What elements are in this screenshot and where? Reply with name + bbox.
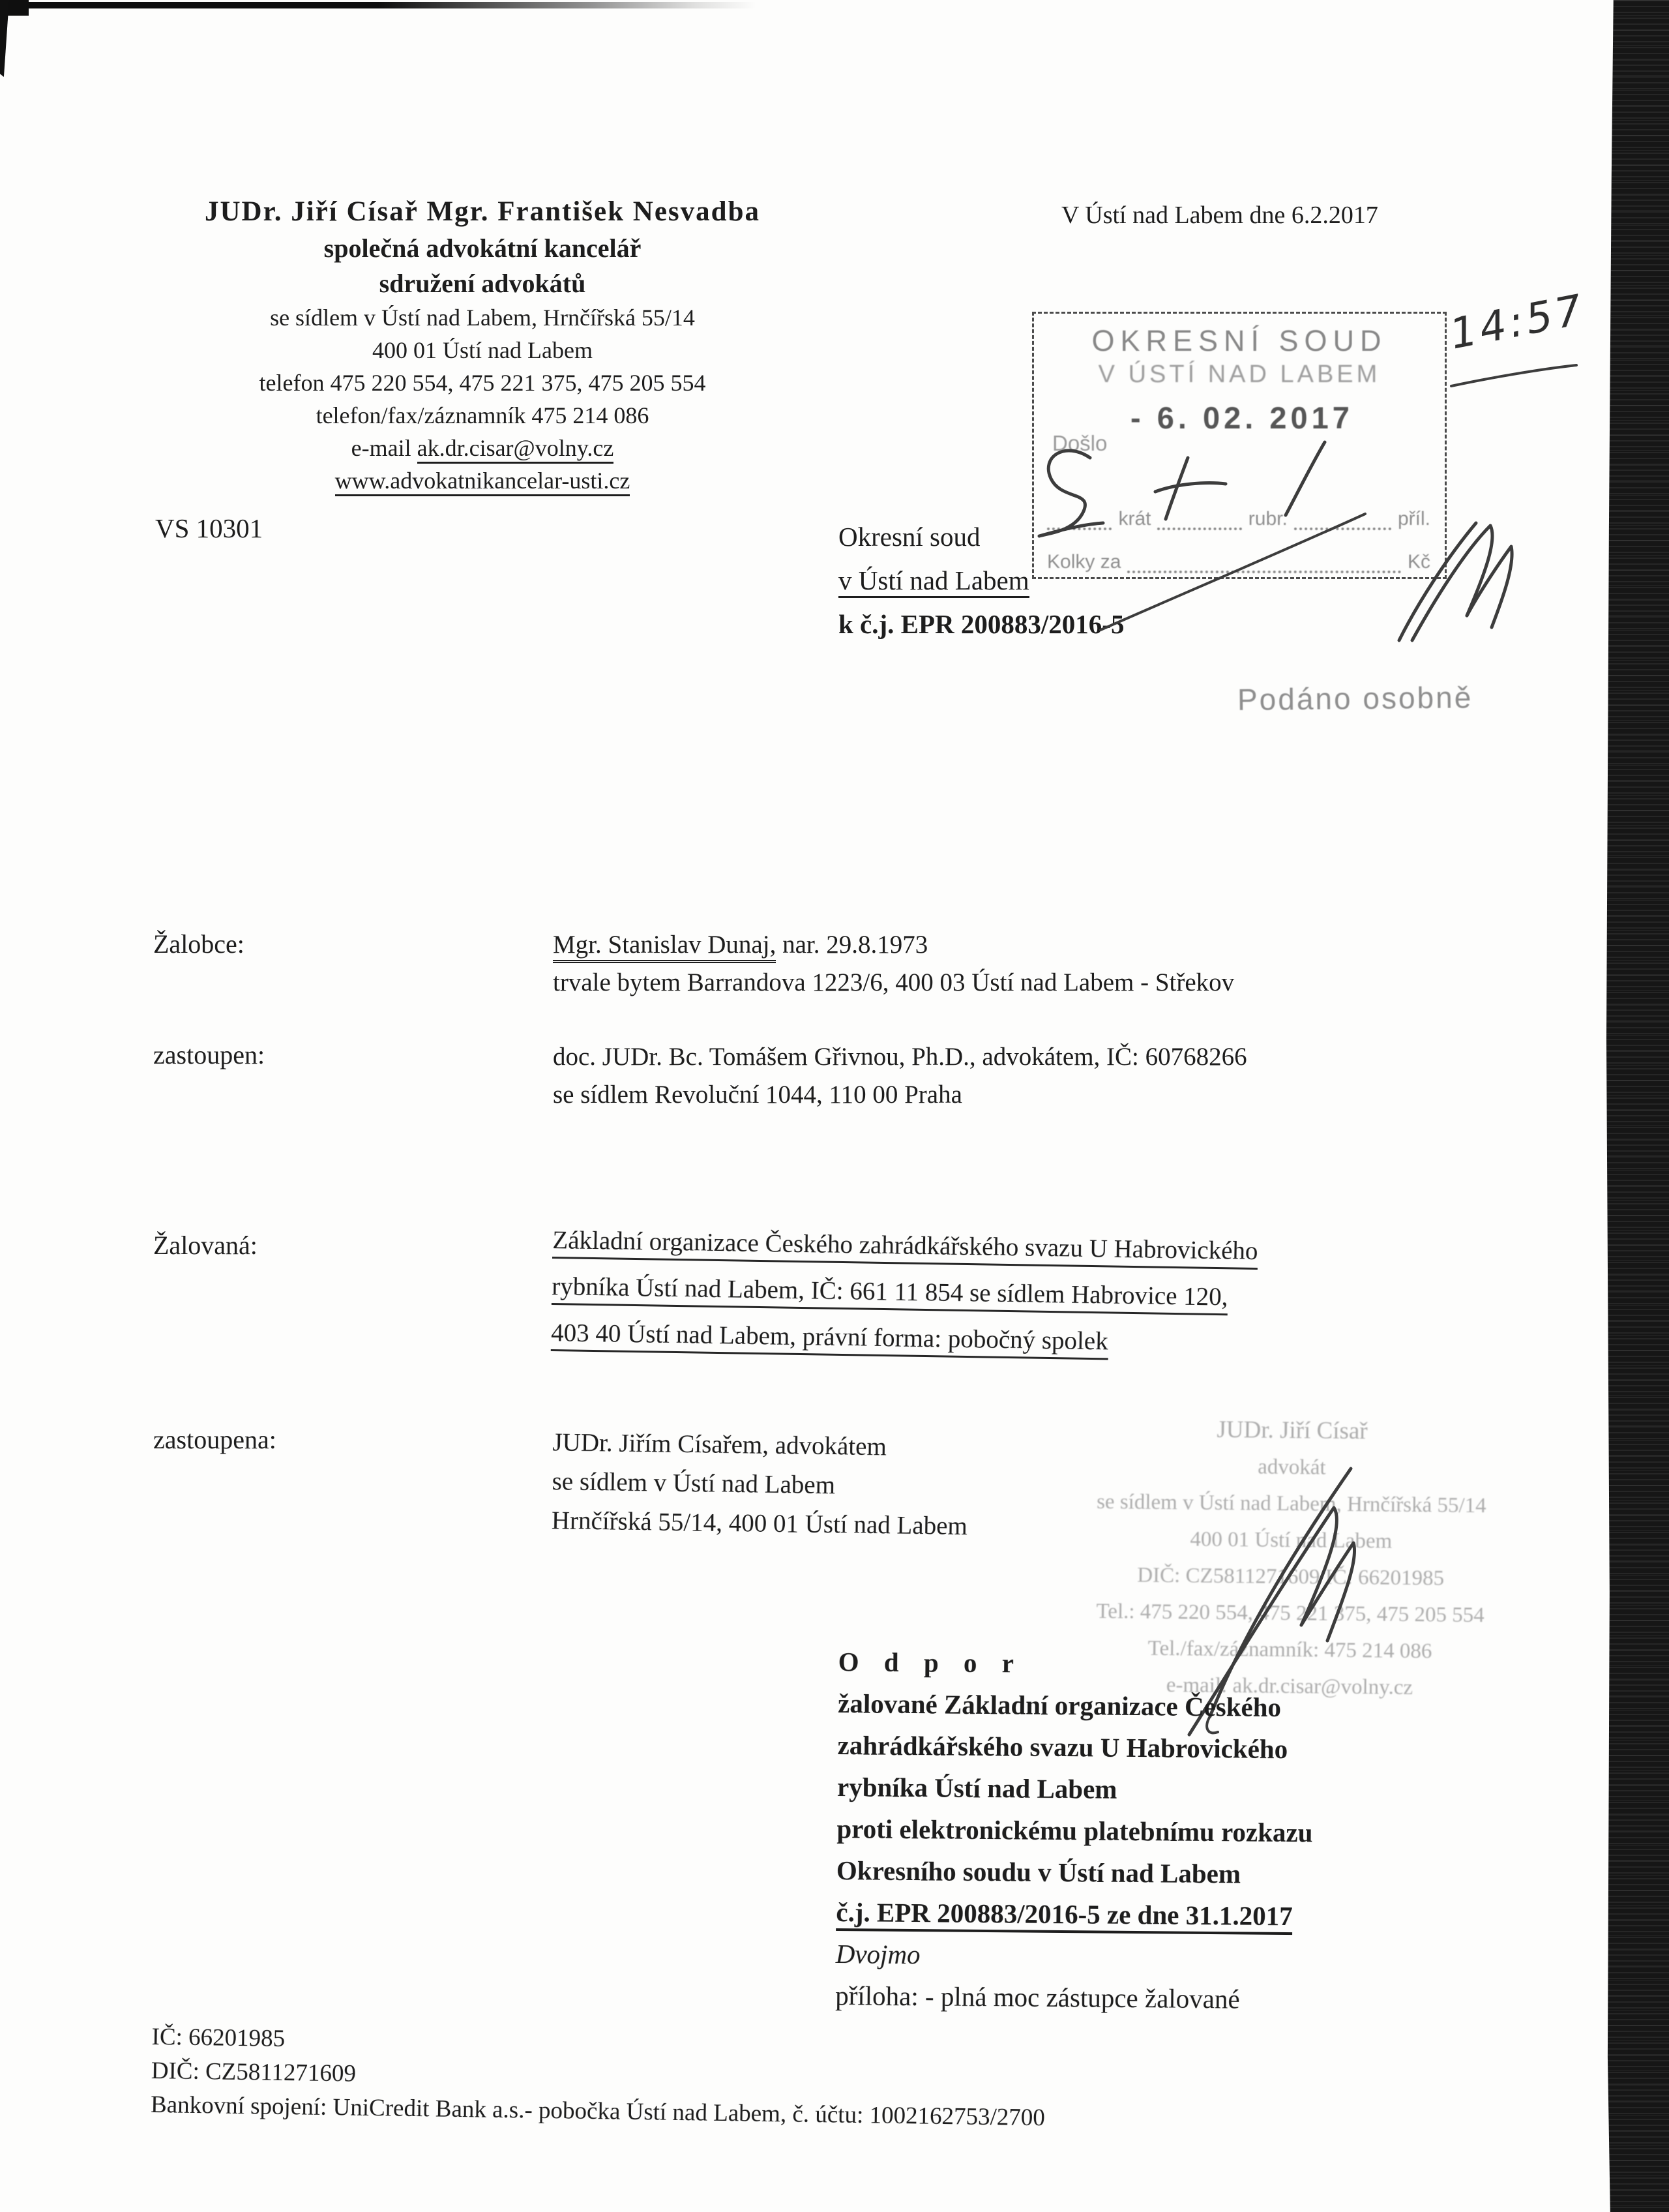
stamp-pril-label: příl. [1397, 508, 1430, 530]
handwritten-one-mark [1286, 442, 1325, 515]
defendant-counsel-label: zastoupena: [153, 1425, 276, 1454]
plaintiff-address: trvale bytem Barrandova 1223/6, 400 03 Ústí nad Labem - Střekov [553, 968, 1235, 996]
footer-company-ids [151, 2020, 1046, 2135]
plaintiff-counsel-label: zastoupen: [153, 1040, 265, 1069]
lawyer-stamp-address2: 400 01 Ústí nad Labem [1190, 1527, 1393, 1553]
letterhead-phone2: telefon/fax/záznamník 475 214 086 [316, 402, 649, 428]
stamp-court-city: V ÚSTÍ NAD LABEM [1098, 361, 1381, 388]
odpor-title: O d p o r [838, 1646, 1024, 1679]
odpor-line1: žalované Základní organizace Českého [837, 1688, 1282, 1722]
defendant-counsel-name: JUDr. Jiřím Císařem, advokátem [552, 1427, 887, 1461]
scan-artifact-right-band [1605, 0, 1669, 2212]
clerk-signature [1399, 523, 1476, 640]
plaintiff-counsel-name: doc. JUDr. Bc. Tomášem Gřivnou, Ph.D., advokátem, IČ: 60768266 [553, 1043, 1247, 1071]
letterhead-address1: se sídlem v Ústí nad Labem, Hrnčířská 55/14 [270, 305, 695, 331]
odpor-case-number: č.j. EPR 200883/2016-5 ze dne 31.1.2017 [836, 1891, 1599, 1939]
handwritten-time: 14:57 [1446, 286, 1589, 359]
handwritten-strike-through [1100, 514, 1365, 630]
defendant-counsel-city: se sídlem v Ústí nad Labem [552, 1467, 836, 1500]
lawyer-stamp-title: advokát [1258, 1455, 1326, 1480]
stamp-court-name: OKRESNÍ SOUD [1091, 324, 1387, 357]
letterhead-firm-name: JUDr. Jiří Císař Mgr. František Nesvadba [205, 196, 760, 227]
filed-in-person-stamp: Podáno osobně [1237, 680, 1473, 717]
letterhead [98, 193, 867, 497]
footer-bank: Bankovní spojení: UniCredit Bank a.s.- pobočka Ústí nad Labem, č. účtu: 1002162753/2700 [150, 2091, 1046, 2132]
lawyer-stamp-fax: Tel./fax/záznamník: 475 214 086 [1147, 1636, 1432, 1664]
letterhead-web-line [98, 464, 867, 497]
lawyer-stamp-phones: Tel.: 475 220 554, 475 221 375, 475 205 554 [1096, 1599, 1484, 1628]
stamp-doslo-label: Došlo [1052, 431, 1108, 455]
stamp-rubr-label: rubr. [1248, 508, 1288, 530]
odpor-line3: rybníka Ústí nad Labem [836, 1771, 1117, 1804]
defendant-label: Žalovaná: [153, 1231, 258, 1260]
defendant-name-line2: rybníka Ústí nad Labem, IČ: 661 11 854 se sídlem Habrovice 120, [552, 1263, 1530, 1325]
case-number-reference: k č.j. EPR 200883/2016-5 [838, 609, 1125, 639]
handwritten-plus-mark [1155, 483, 1226, 492]
court-city: v Ústí nad Labem [838, 559, 1124, 603]
plaintiff-name-line: Mgr. Stanislav Dunaj, nar. 29.8.1973 [553, 926, 1531, 964]
email-label: e-mail [351, 435, 417, 461]
handwritten-count-mark [1039, 451, 1103, 536]
lawyer-stamp-ids: DIČ: CZ5811271609 IČ: 66201985 [1137, 1563, 1445, 1591]
handwritten-time-underline [1449, 363, 1579, 391]
footer-dic: DIČ: CZ5811271609 [151, 2057, 357, 2087]
clerk-signature [1412, 526, 1492, 640]
odpor-heading-block [835, 1641, 1601, 2023]
stamp-krat-label: krát [1118, 508, 1151, 530]
letterhead-subtitle2: sdružení advokátů [379, 269, 586, 298]
court-name: Okresní soud [838, 522, 981, 552]
lawyer-stamp-address1: se sídlem v Ústí nad Labem, Hrnčířská 55/14 [1096, 1489, 1486, 1518]
letterhead-phone1: telefon 475 220 554, 475 221 375, 475 205 554 [259, 370, 706, 396]
defendant-counsel-address: Hrnčířská 55/14, 400 01 Ústí nad Labem [551, 1506, 968, 1540]
odpor-line4: proti elektronickému platebnímu rozkazu [836, 1813, 1313, 1848]
odpor-line2: zahrádkářského svazu U Habrovického [837, 1729, 1288, 1765]
scan-artifact-corner-sliver [0, 0, 9, 77]
website-address: www.advokatnikancelar-usti.cz [335, 468, 630, 496]
defendant-name-line1: Základní organizace Českého zahrádkářského svazu U Habrovického [552, 1217, 1531, 1279]
scan-artifact-top-line [0, 2, 756, 8]
plaintiff-counsel-details [553, 1038, 1531, 1114]
plaintiff-counsel-address: se sídlem Revoluční 1044, 110 00 Praha [553, 1081, 962, 1109]
plaintiff-details [553, 926, 1531, 1002]
footer-ic: IČ: 66201985 [151, 2023, 286, 2053]
place-date-line: V Ústí nad Labem dne 6.2.2017 [1061, 202, 1378, 229]
stamp-received-date: - 6. 02. 2017 [1130, 400, 1353, 435]
plaintiff-label: Žalobce: [153, 929, 244, 959]
odpor-line5: Okresního soudu v Ústí nad Labem [836, 1855, 1241, 1889]
stamp-kolky-label: Kolky za [1047, 551, 1121, 573]
letterhead-email-line [98, 432, 867, 464]
stamp-kc-label: Kč [1407, 551, 1430, 573]
defendant-name-line3: 403 40 Ústí nad Labem, právní forma: pobočný spolek [551, 1309, 1529, 1371]
letterhead-address2: 400 01 Ústí nad Labem [372, 337, 593, 363]
email-address: ak.dr.cisar@volny.cz [417, 435, 614, 464]
defendant-details [551, 1217, 1531, 1371]
handwritten-stamp-annotations [1017, 385, 1565, 665]
file-reference: VS 10301 [155, 513, 263, 543]
odpor-dvojmo: Dvojmo [835, 1938, 921, 1970]
lawyer-stamp-email: e-mail: ak.dr.cisar@volny.cz [1166, 1673, 1413, 1699]
letterhead-subtitle1: společná advokátní kancelář [323, 233, 642, 263]
lawyer-stamp-name: JUDr. Jiří Císař [1217, 1416, 1368, 1445]
odpor-attachment: příloha: - plná moc zástupce žalované [835, 1980, 1240, 2014]
plaintiff-name: Mgr. Stanislav Dunaj, [553, 931, 776, 963]
